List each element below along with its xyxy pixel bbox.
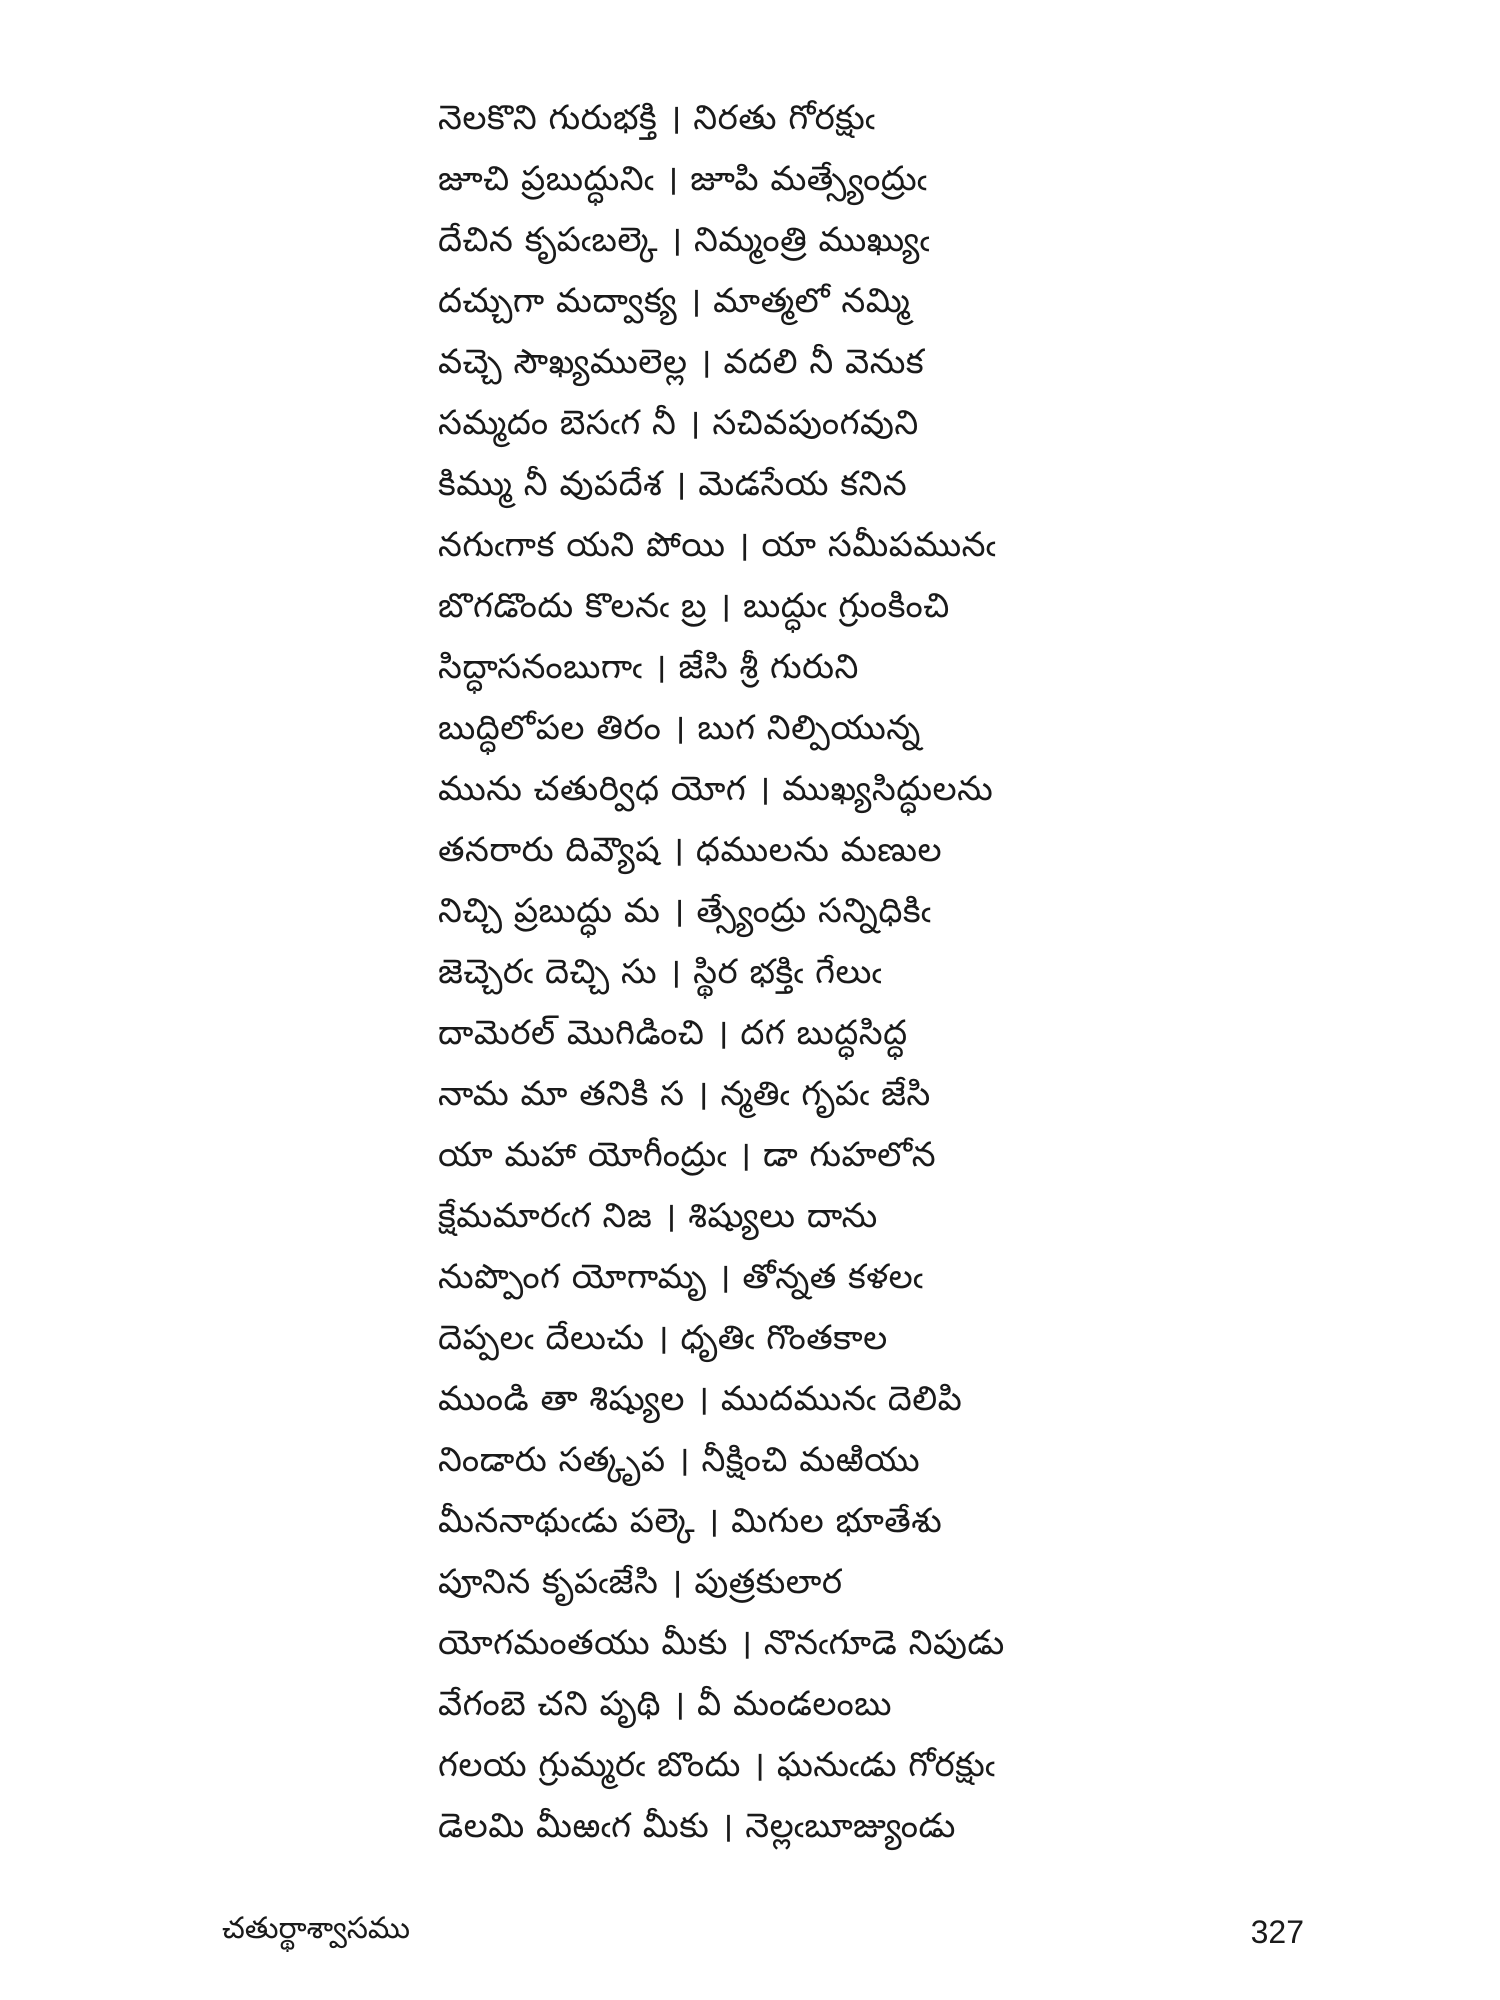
verse-line: జెచ్చెరఁ దెచ్చి సు । స్థిర భక్తిఁ గేలుఁ [438,952,882,992]
verse-line: నుప్పొంగ యోగామృ । తోన్నత కళలఁ [438,1257,924,1297]
verse-line: కిమ్ము నీ వుపదేశ । మెడసేయ కనిన [438,464,908,504]
verse-line: నిండారు సత్కృప । నీక్షించి మఱియు [438,1440,921,1480]
verse-line: యోగమంతయు మీకు । నొనఁగూడె నిపుడు [438,1623,1005,1663]
verse-line: పూనిన కృపఁజేసి । పుత్రకులార [438,1562,843,1602]
verse-line: క్షేమమారఁగ నిజ । శిష్యులు దాను [438,1196,878,1236]
chapter-title: చతుర్థాశ్వాసము [222,1911,411,1946]
verse-line: గలయ గ్రుమ్మరఁ బొందు । ఘనుఁడు గోరక్షుఁ [438,1745,996,1785]
verse-line: దెప్పలఁ దేలుచు । ధృతిఁ గొంతకాల [438,1318,888,1358]
verse-line: ముండి తా శిష్యుల । ముదమునఁ దెలిపి [438,1379,963,1419]
verse-line: యా మహా యోగీంద్రుఁ । డా గుహలోన [438,1135,937,1175]
verse-block [438,88,1198,1857]
verse-line: వచ్చె సౌఖ్యములెల్ల । వదలి నీ వెనుక [438,342,925,382]
page-number: 327 [1250,1913,1304,1950]
verse-line: సమ్మదం బెసఁగ నీ । సచివపుంగవుని [438,403,919,443]
verse-line: దచ్చుగా మద్వాక్య । మాత్మలో నమ్మి [438,281,911,321]
verse-line: బొగడొందు కొలనఁ బ్ర । బుద్ధుఁ గ్రుంకించి [438,586,950,626]
verse-line: డెలమి మీఱఁగ మీకు । నెల్లఁబూజ్యుండు [438,1806,956,1846]
verse-line: మును చతుర్విధ యోగ । ముఖ్యసిద్ధులను [438,769,994,809]
verse-line: మీననాథుఁడు పల్కె । మిగుల భూతేశు [438,1501,943,1541]
verse-line: వేగంబె చని పృథి । వీ మండలంబు [438,1684,892,1724]
verse-line: నిచ్చి ప్రబుద్ధు మ । త్స్యేంద్రు సన్నిధికిఁ [438,891,932,931]
page-footer [222,1908,1304,1956]
verse-line: దామెరల్ మొగిడించి । దగ బుద్ధసిద్ధ [438,1013,908,1053]
verse-line: నెలకొని గురుభక్తి । నిరతు గోరక్షుఁ [438,98,876,138]
verse-line: దేచిన కృపఁబల్కె । నిమ్మంత్రి ముఖ్యుఁ [438,220,930,260]
verse-line: జూచి ప్రబుద్ధునిఁ । జూపి మత్స్యేంద్రుఁ [438,159,928,199]
verse-line: నామ మా తనికి స । న్మతిఁ గృపఁ జేసి [438,1074,931,1114]
verse-line: బుద్ధిలోపల తిరం । బుగ నిల్పియున్న [438,708,921,748]
verse-line: సిద్ధాసనంబుగాఁ । జేసి శ్రీ గురుని [438,647,859,687]
verse-line: తనరారు దివ్యౌష । ధములను మణుల [438,830,943,870]
verse-line: నగుఁగాక యని పోయి । యా సమీపమునఁ [438,525,997,565]
